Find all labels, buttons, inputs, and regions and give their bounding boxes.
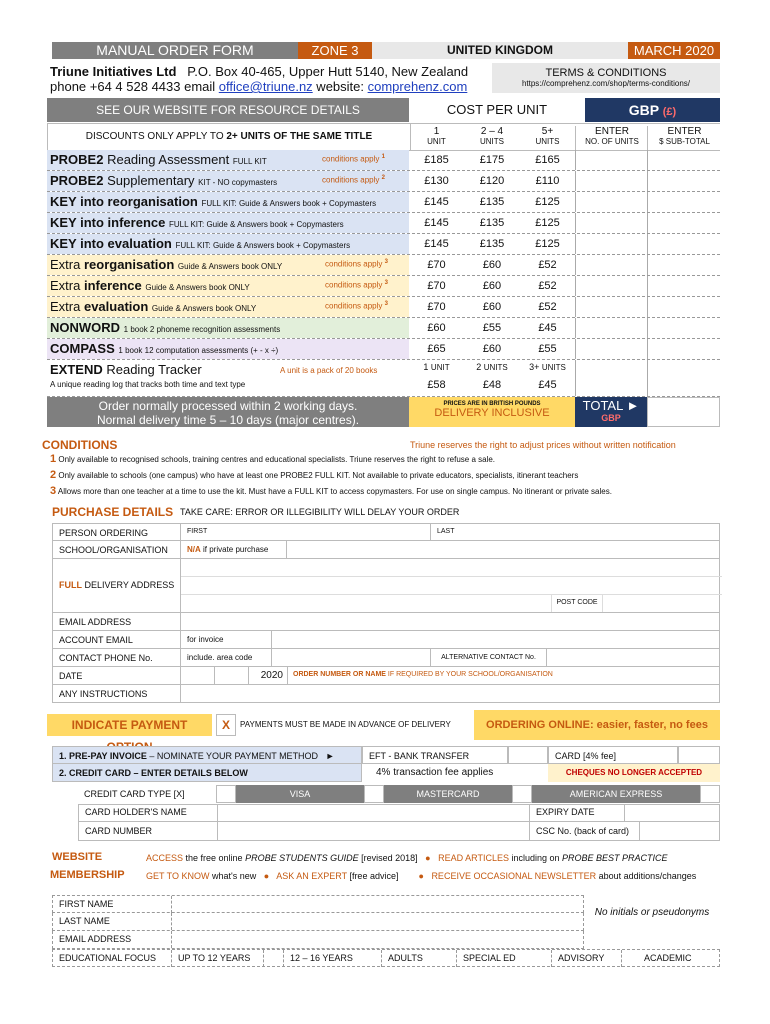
member-last-label: LAST NAME [59, 916, 110, 926]
member-email-input[interactable] [171, 931, 585, 948]
school-row [52, 541, 720, 559]
prepay-row[interactable]: 1. PRE-PAY INVOICE – NOMINATE YOUR PAYMENT METHOD ► [52, 746, 362, 764]
total-label: TOTAL ► GBP [575, 397, 647, 427]
focus-check-1[interactable] [263, 950, 284, 967]
card-type-row [78, 785, 720, 805]
mastercard-check[interactable] [364, 785, 384, 803]
product-row [47, 297, 720, 318]
date-year: 2020 [248, 667, 288, 684]
instructions-label: ANY INSTRUCTIONS [59, 689, 148, 699]
member-last-input[interactable] [171, 913, 585, 930]
date-month-input[interactable] [214, 667, 249, 684]
price-p3: £110 [535, 175, 560, 187]
product-row [47, 192, 720, 213]
phone-label: CONTACT PHONE No. [59, 653, 153, 663]
units-input[interactable] [575, 318, 648, 338]
country-label: UNITED KINGDOM [372, 42, 628, 59]
phone-input[interactable]: include. area code [180, 649, 272, 666]
terms-box[interactable] [492, 63, 720, 93]
extend-note: A unit is a pack of 20 books [280, 366, 378, 375]
member-first-input[interactable] [171, 896, 585, 913]
expiry-label: EXPIRY DATE [529, 804, 624, 821]
col2-header: 2 – 4 UNITS [480, 126, 504, 146]
date-day-input[interactable] [180, 667, 215, 684]
price-p1: £145 [424, 217, 449, 229]
product-row [47, 171, 720, 192]
price-p2: £60 [482, 259, 502, 271]
card-check[interactable] [678, 746, 720, 764]
focus-adults[interactable]: ADULTS [381, 950, 456, 967]
extend-u3: 3+ UNITS [529, 362, 566, 372]
post-code-label: POST CODE [551, 594, 603, 612]
price-p3: £52 [538, 301, 557, 313]
subtotal-input[interactable] [647, 234, 721, 254]
title-bar: MANUAL ORDER FORM [52, 42, 298, 59]
units-input[interactable] [575, 276, 648, 296]
email-label: EMAIL ADDRESS [59, 617, 132, 627]
product-name: NONWORD 1 book 2 phoneme recognition assessments [47, 318, 409, 338]
email-link[interactable]: office@triune.nz [218, 79, 313, 94]
price-p2: £120 [479, 175, 505, 187]
instructions-row [52, 685, 720, 703]
product-row [47, 339, 720, 360]
price-p1: £70 [427, 301, 446, 313]
price-p2: £135 [479, 238, 505, 250]
card-number-row [78, 822, 720, 841]
col-headers [409, 123, 720, 151]
mastercard-label: MASTERCARD [384, 785, 512, 803]
col1-header: 1 UNIT [427, 126, 446, 146]
delivery-row [52, 559, 720, 613]
bullet-icon: ● [425, 853, 431, 863]
membership-heading: MEMBERSHIP [50, 869, 125, 881]
currency-badge [585, 98, 720, 122]
delivery-box: PRICES ARE IN BRITISH POUNDS DELIVERY INCLUSIVE [409, 397, 575, 427]
price-p1: £60 [427, 322, 446, 334]
website-line: ACCESS the free online PROBE STUDENTS GUIDE [revised 2018] ● READ ARTICLES including on PROBE BEST PRACTICE [146, 853, 668, 863]
price-p1: £145 [424, 238, 449, 250]
extend-p2: £48 [482, 379, 502, 391]
terms-url: https://comprehenz.com/shop/terms-conditions/ [521, 79, 691, 88]
product-name: Extra reorganisation Guide & Answers book ONLY [47, 255, 409, 275]
person-label: PERSON ORDERING [59, 528, 149, 538]
conditions-apply-note: conditions apply $^3$ [325, 280, 388, 290]
account-email-row [52, 631, 720, 649]
advance-note: PAYMENTS MUST BE MADE IN ADVANCE OF DELIVERY [240, 720, 451, 729]
product-row [47, 255, 720, 276]
card-holder-row [78, 804, 720, 822]
card-number-input[interactable] [217, 822, 530, 840]
total-input[interactable] [647, 397, 720, 427]
subtotal-input[interactable] [647, 213, 721, 233]
units-input[interactable] [575, 150, 648, 170]
product-row [47, 276, 720, 297]
units-input[interactable] [575, 192, 648, 212]
subtotal-input[interactable] [647, 297, 721, 317]
price-p3: £52 [538, 259, 557, 271]
focus-12-16[interactable]: 12 – 16 YEARS [283, 950, 381, 967]
membership-line: GET TO KNOW what's new ● ASK AN EXPERT [free advice] ● RECEIVE OCCASIONAL NEWSLETTER about additions/changes [146, 871, 697, 881]
email-input[interactable] [180, 613, 722, 630]
phone-text: phone +64 4 528 4433 email [50, 79, 219, 94]
units-input[interactable] [575, 234, 648, 254]
date-badge: MARCH 2020 [628, 42, 720, 59]
extend-u1: 1 UNIT [423, 362, 450, 372]
instructions-input[interactable] [180, 685, 722, 702]
cost-per-unit: COST PER UNIT [446, 102, 548, 117]
eft-option[interactable]: EFT - BANK TRANSFER [362, 746, 508, 764]
conditions-title: CONDITIONS [42, 438, 118, 452]
cheques-note: CHEQUES NO LONGER ACCEPTED [548, 764, 720, 782]
purchase-warning: TAKE CARE: ERROR OR ILLEGIBILITY WILL DELAY YOUR ORDER [180, 507, 460, 517]
payment-x[interactable]: X [216, 714, 236, 736]
focus-label: EDUCATIONAL FOCUS [59, 953, 157, 963]
discount-row [47, 123, 411, 151]
enter-units-header: ENTER NO. OF UNITS [575, 126, 648, 150]
bullet-icon: ● [418, 871, 424, 881]
member-first-label: FIRST NAME [59, 899, 114, 909]
processing-note: Order normally processed within 2 working days. Normal delivery time 5 – 10 days (major centres). [47, 397, 409, 427]
price-p1: £70 [427, 280, 446, 292]
extend-row [47, 360, 720, 397]
product-row [47, 318, 720, 339]
contact-line [50, 79, 467, 94]
website-heading: WEBSITE [52, 851, 103, 863]
delivery-address-input[interactable] [180, 559, 722, 612]
member-email-label: EMAIL ADDRESS [59, 934, 132, 944]
website-text: website: [312, 79, 368, 94]
order-number-label: ORDER NUMBER OR NAME IF REQUIRED BY YOUR SCHOOL/ORGANISATION [293, 671, 553, 678]
focus-up-to-12[interactable]: UP TO 12 YEARS [171, 950, 263, 967]
website-link[interactable]: comprehenz.com [367, 79, 468, 94]
price-p2: £60 [482, 280, 502, 292]
price-p1: £145 [424, 196, 449, 208]
enter-subtotal-header: ENTER $ SUB-TOTAL [647, 126, 721, 150]
visa-label: VISA [236, 785, 364, 803]
price-p3: £165 [535, 154, 560, 166]
product-name: PROBE2 Reading Assessment FULL KIT [47, 150, 409, 170]
bullet-icon: ● [263, 871, 270, 881]
subtotal-input[interactable] [647, 171, 721, 191]
member-last-row [52, 913, 584, 931]
subtotal-input[interactable] [647, 255, 721, 275]
person-row [52, 523, 720, 541]
condition-item: 3 Allows more than one teacher at a time to use the kit. Must have a FULL KIT to access copymasters. For use on single campus. No itinerant or private sales. [50, 485, 612, 497]
expiry-input[interactable] [624, 804, 722, 821]
school-label: SCHOOL/ORGANISATION [59, 545, 168, 555]
price-p2: £60 [482, 343, 502, 355]
date-label: DATE [59, 671, 83, 681]
product-name: KEY into reorganisation FULL KIT: Guide & Answers book + Copymasters [47, 192, 409, 212]
units-input[interactable] [575, 171, 648, 191]
subtotal-input[interactable] [647, 150, 721, 170]
card-number-label: CARD NUMBER [85, 826, 153, 836]
amex-box[interactable] [700, 785, 720, 803]
price-p2: £60 [482, 301, 502, 313]
date-row [52, 667, 720, 685]
company-line [50, 64, 468, 79]
product-row [47, 150, 720, 171]
price-p3: £45 [538, 322, 557, 334]
units-input[interactable] [575, 297, 648, 317]
product-name: KEY into inference FULL KIT: Guide & Answers book + Copymasters [47, 213, 409, 233]
product-row [47, 213, 720, 234]
price-reserve-note: Triune reserves the right to adjust prices without written notification [410, 440, 676, 450]
delivery-label: FULL DELIVERY ADDRESS [59, 580, 175, 590]
price-p1: £185 [424, 154, 449, 166]
online-ordering-box: ORDERING ONLINE: easier, faster, no fees [474, 710, 720, 740]
payment-option-box: INDICATE PAYMENT [47, 714, 212, 736]
conditions-apply-note: conditions apply $^2$ [322, 175, 385, 185]
conditions-apply-note: conditions apply $^3$ [325, 259, 388, 269]
condition-item: 2 Only available to schools (one campus) who have at least one PROBE2 FULL KIT. Not available to private educators, specialists, itinerant teachers [50, 469, 579, 481]
product-name: Extra evaluation Guide & Answers book ONLY [47, 297, 409, 317]
col3-header: 5+ UNITS [535, 126, 560, 146]
member-email-row [52, 931, 584, 949]
alt-contact-label: ALTERNATIVE CONTACT No. [430, 649, 547, 666]
units-input[interactable] [575, 339, 648, 359]
product-name: Extra inference Guide & Answers book ONLY [47, 276, 409, 296]
price-p3: £125 [535, 196, 560, 208]
currency-code: GBP [628, 102, 659, 118]
focus-academic[interactable]: ACADEMIC [621, 950, 721, 967]
units-input[interactable] [575, 255, 648, 275]
extend-units-input[interactable] [575, 360, 648, 396]
zone-badge: ZONE 3 [298, 42, 372, 59]
discount-bold: 2+ UNITS OF THE SAME TITLE [226, 131, 373, 142]
amex-check[interactable] [512, 785, 532, 803]
arrow-icon: ► [325, 751, 335, 761]
price-p3: £55 [538, 343, 557, 355]
school-input[interactable]: N/A if private purchase [180, 541, 287, 558]
price-p1: £70 [427, 259, 446, 271]
subtotal-input[interactable] [647, 276, 721, 296]
condition-item: 1 Only available to recognised schools, training centres and educational specialists. Triune reserves the right to refuse a sale. [50, 453, 496, 465]
membership-form [52, 895, 720, 967]
price-p3: £52 [538, 280, 557, 292]
price-p3: £125 [535, 238, 560, 250]
company-name: Triune Initiatives Ltd [50, 64, 177, 79]
focus-advisory[interactable]: ADVISORY [551, 950, 621, 967]
card-holder-label: CARD HOLDER'S NAME [85, 807, 187, 817]
price-p2: £55 [482, 322, 502, 334]
extend-title: EXTEND Reading Tracker [50, 362, 202, 377]
focus-special-ed[interactable]: SPECIAL ED [456, 950, 551, 967]
card-option[interactable]: CARD [4% fee] [548, 746, 678, 764]
account-email-label: ACCOUNT EMAIL [59, 635, 133, 645]
company-address: P.O. Box 40-465, Upper Hutt 5140, New Zealand [187, 64, 469, 79]
subtotal-input[interactable] [647, 318, 721, 338]
focus-row [52, 949, 720, 967]
card-holder-input[interactable] [217, 804, 530, 821]
product-row [47, 234, 720, 255]
purchase-title: PURCHASE DETAILS [52, 505, 174, 519]
card-type-label: CREDIT CARD TYPE [X] [84, 789, 185, 799]
price-p1: £130 [424, 175, 449, 187]
no-initials-note: No initials or pseudonyms [594, 907, 710, 918]
subtotal-input[interactable] [647, 339, 721, 359]
see-website-bar: SEE OUR WEBSITE FOR RESOURCE DETAILS [47, 98, 409, 122]
price-p1: £65 [427, 343, 446, 355]
extend-u2: 2 UNITS [476, 362, 508, 372]
member-first-row [52, 895, 584, 913]
phone-row [52, 649, 720, 667]
fee-note: 4% transaction fee applies [376, 767, 494, 778]
product-name: PROBE2 Supplementary KIT - NO copymasters [47, 171, 409, 191]
extend-p1: £58 [427, 379, 446, 391]
product-name: KEY into evaluation FULL KIT: Guide & Answers book + Copymasters [47, 234, 409, 254]
terms-title: TERMS & CONDITIONS [545, 67, 667, 79]
discount-prefix: DISCOUNTS ONLY APPLY TO [85, 131, 227, 142]
eft-check[interactable] [508, 746, 548, 764]
price-p2: £175 [479, 154, 505, 166]
first-name-input[interactable]: FIRST [180, 524, 431, 541]
account-email-input[interactable]: for invoice [180, 631, 272, 648]
extend-desc: A unique reading log that tracks both time and text type [50, 380, 246, 389]
last-name-input[interactable]: LAST [430, 524, 722, 541]
subtotal-input[interactable] [647, 192, 721, 212]
extend-p3: £45 [538, 379, 557, 391]
email-row [52, 613, 720, 631]
csc-label: CSC No. (back of card) [529, 822, 639, 840]
currency-symbol: (£) [662, 106, 677, 118]
csc-input[interactable] [639, 822, 722, 840]
visa-check[interactable] [216, 785, 236, 803]
units-input[interactable] [575, 213, 648, 233]
extend-subtotal-input[interactable] [647, 360, 721, 396]
price-p2: £135 [479, 217, 505, 229]
amex-label: AMERICAN EXPRESS [532, 785, 700, 803]
conditions-apply-note: conditions apply $^1$ [322, 154, 385, 164]
product-name: COMPASS 1 book 12 computation assessments (+ - x ÷) [47, 339, 409, 359]
conditions-apply-note: conditions apply $^3$ [325, 301, 388, 311]
price-p2: £135 [479, 196, 505, 208]
credit-card-row[interactable]: 2. CREDIT CARD – ENTER DETAILS BELOW [52, 764, 362, 782]
price-p3: £125 [535, 217, 560, 229]
